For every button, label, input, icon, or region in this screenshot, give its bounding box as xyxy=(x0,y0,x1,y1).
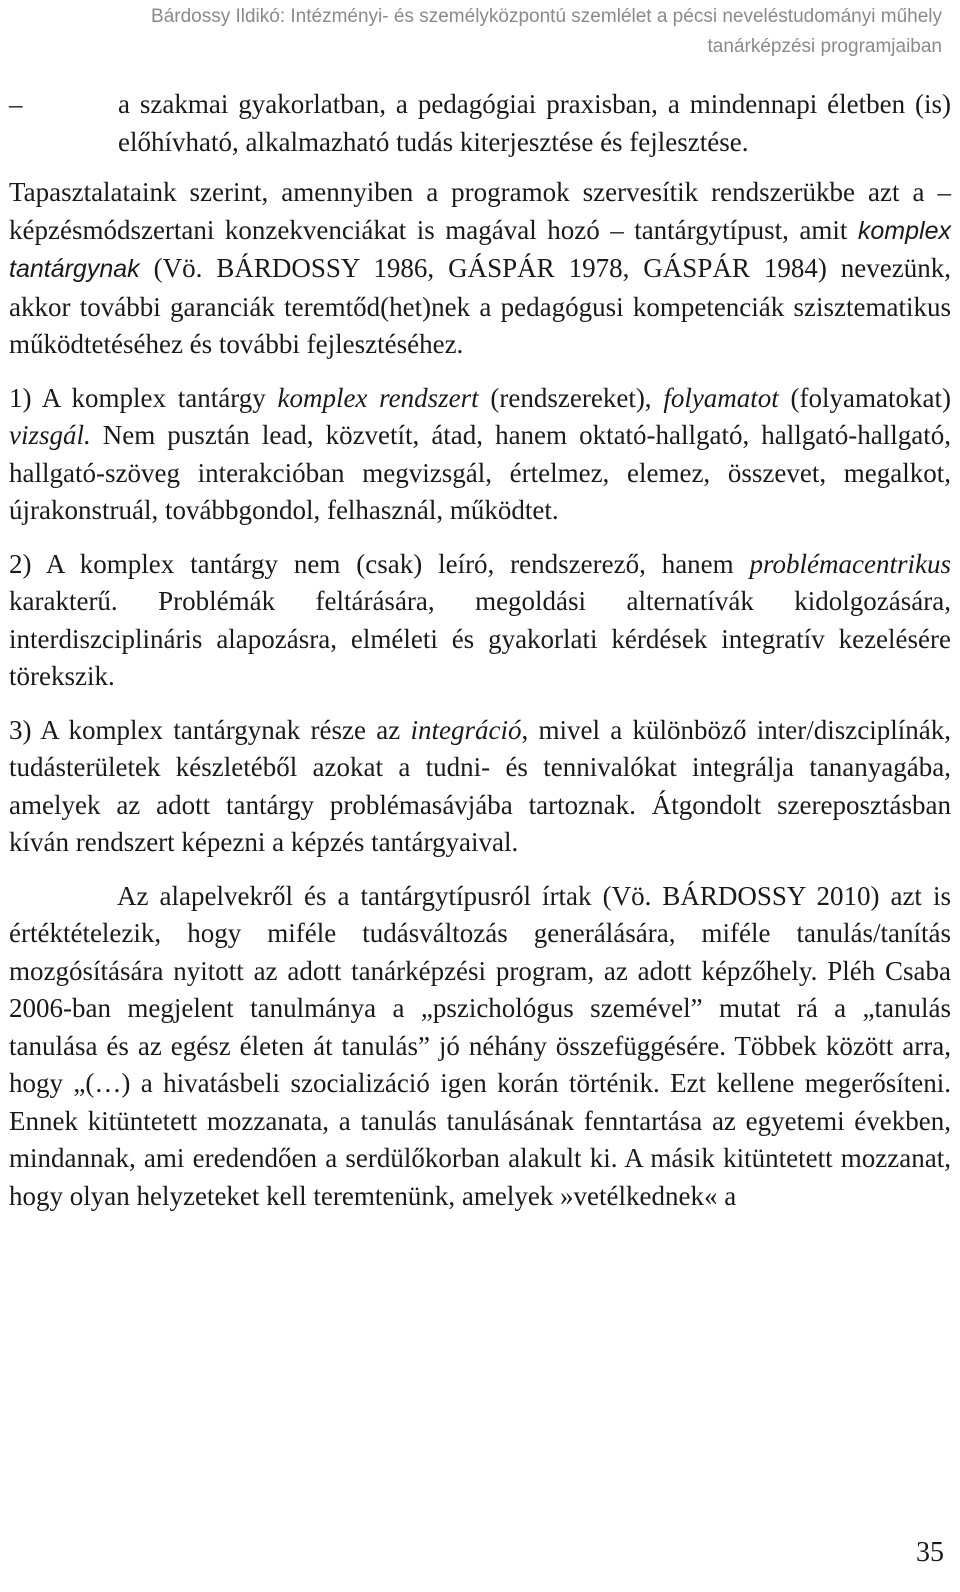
text-run: (folyamatokat) xyxy=(778,382,951,413)
numbered-item-1 xyxy=(9,380,951,530)
italic-term: komplex rendszert xyxy=(277,382,479,413)
numbered-item-3 xyxy=(9,712,951,862)
body-text xyxy=(9,86,951,1215)
running-header-line-2: tanárképzési programjaiban xyxy=(707,36,942,57)
running-header xyxy=(42,2,942,62)
numbered-item-2 xyxy=(9,546,951,696)
text-run: 3) A komplex tantárgynak része az xyxy=(9,714,411,745)
dash-list-item-text: a szakmai gyakorlatban, a pedagógiai praxisban, a mindennapi életben (is) előhívható, alkalmazható tudás kiterjesztése és fejlesztése. xyxy=(118,89,951,157)
page-number: 35 xyxy=(916,1537,944,1568)
paragraph-alapelvek: Az alapelvekről és a tantárgytípusról írtak (Vö. BÁRDOSSY 2010) azt is értéktételezik, hogy miféle tudásváltozás generálására, miféle tanulás/tanítás mozgósítására nyitott az adott tanárképzési program, az adott képzőhely. Pléh Csaba 2006-ban megjelent tanulmánya a „pszichológus szemével” mutat rá a „tanulás tanulása és az egész életen át tanulás” jó néhány összefüggésére. Többek között arra, hogy „(…) a hivatásbeli szocializáció igen korán történik. Ezt kellene megerősíteni. Ennek kitüntetett mozzanata, a tanulás tanulásának fenntartása az egyetemi években, mindannak, ami eredendően a serdülőkorban alakult ki. A másik kitüntetett mozzanat, hogy olyan helyzeteket kell teremtenünk, amelyek »vetélkednek« a xyxy=(9,880,951,1211)
text-run: 2) A komplex tantárgy nem (csak) leíró, rendszerező, hanem xyxy=(9,548,750,579)
text-run: (Vö. BÁRDOSSY 1986, GÁSPÁR 1978, GÁSPÁR 1984) nevezünk, akkor további garanciák teremtőd(het)nek a pedagógusi kompetenciák szisztematikus működtetéséhez és további fejlesztéséhez. xyxy=(9,253,951,359)
italic-term: folyamatot xyxy=(663,382,779,413)
paragraph-tantargytipus xyxy=(9,174,951,364)
italic-term: vizsgál. xyxy=(9,420,91,450)
text-run: karakterű. Problémák feltárására, megoldási alternatívák kidolgozására, interdiszciplináris alapozásra, elméleti és gyakorlati kérdések integratív kezelésére törekszik. xyxy=(9,586,951,691)
dash-bullet: – xyxy=(9,89,23,119)
text-run: (rendszereket), xyxy=(478,382,664,413)
text-run: Nem pusztán lead, közvetít, átad, hanem oktató-hallgató, hallgató-hallgató, hallgató-szöveg interakcióban megvizsgál, értelmez, elemez, összevet, megalkot, újrakonstruál, továbbgondol, felhasznál, működtet. xyxy=(9,420,951,525)
italic-term: komplex tantárgynak xyxy=(9,216,951,283)
running-header-line-1: Bárdossy Ildikó: Intézményi- és személyközpontú szemlélet a pécsi neveléstudományi műhely xyxy=(151,6,942,27)
text-run: Tapasztalataink szerint, amennyiben a programok szervesítik rendszerükbe azt a – képzésmódszertani konzekvenciákat is magával hozó – tantárgytípust, amit xyxy=(9,177,951,245)
dash-list-item xyxy=(9,86,951,161)
italic-term: problémacentrikus xyxy=(749,548,951,579)
text-run: 1) A komplex tantárgy xyxy=(9,382,278,413)
italic-term: integráció xyxy=(410,714,522,745)
text-run: , mivel a különböző inter/diszciplínák, tudásterületek készletéből azokat a tudni- és tennivalókat integrálja tananyagába, amelyek az adott tantárgy problémasávjába tartoznak. Átgondolt szereposztásban kíván rendszert képezni a képzés tantárgyaival. xyxy=(9,714,951,857)
